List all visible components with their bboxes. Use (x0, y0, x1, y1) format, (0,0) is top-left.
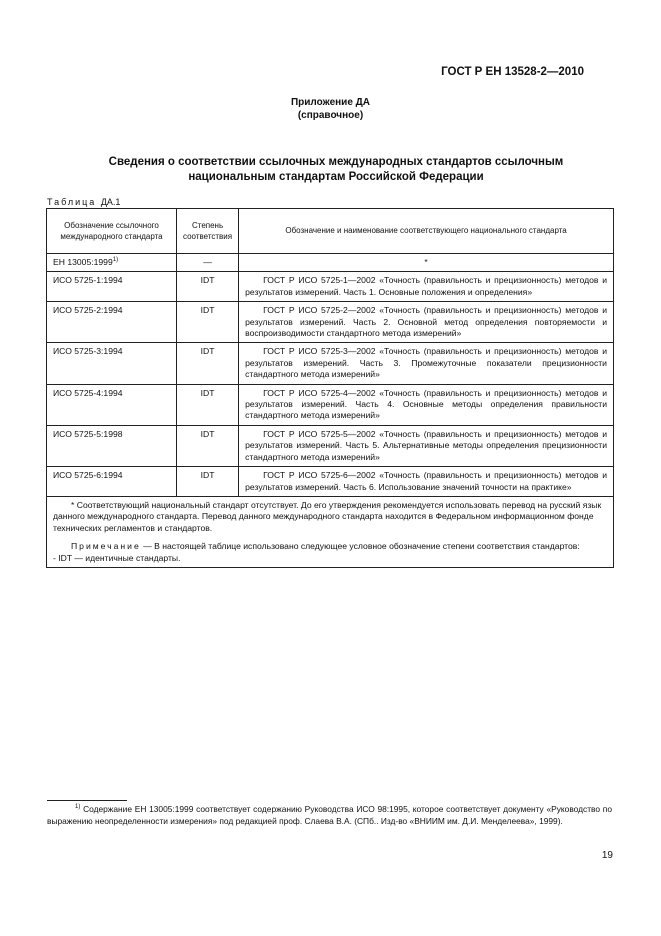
table-row (47, 254, 614, 272)
page-number: 19 (601, 850, 613, 861)
footnote-text: Содержание ЕН 13005:1999 соответствует содержанию Руководства ИСО 98:1995, которое соответствует документу «Руководство по выражению неопределенности измерения» под редакцией проф. Слаева В.А. (СПб.. Изд-во «ВНИИМ им. Д.И. Менделеева», 1999). (47, 804, 612, 826)
ref-cell: ИСО 5725-5:1998 (47, 425, 177, 466)
standards-table (46, 208, 614, 568)
document-header: ГОСТ Р ЕН 13528-2—2010 (441, 66, 584, 78)
table-notes (47, 496, 614, 567)
table-row (47, 425, 614, 466)
ref-cell: ИСО 5725-3:1994 (47, 343, 177, 384)
footnote-separator (47, 800, 127, 801)
remark-text: — В настоящей таблице использовано следующее условное обозначение степени соответствия стандартов: (143, 541, 580, 552)
degree-cell: IDT (177, 272, 239, 302)
ref-cell: ИСО 5725-1:1994 (47, 272, 177, 302)
national-text: ГОСТ Р ИСО 5725-2—2002 «Точность (правильность и прецизионность) методов и результатов измерений. Часть 2. Основной метод определения повторяемости и воспроизводимости стандартного метода измерений» (245, 305, 607, 339)
table-caption (47, 197, 120, 207)
national-cell (239, 425, 614, 466)
degree-cell: IDT (177, 302, 239, 343)
national-text: ГОСТ Р ИСО 5725-6—2002 «Точность (правильность и прецизионность) методов и результатов измерений. Часть 6. Использование значений точности на практике» (245, 470, 607, 492)
table-row (47, 302, 614, 343)
remark-label: Примечание (71, 541, 141, 552)
appendix-title: Приложение ДА (290, 97, 371, 108)
national-text: ГОСТ Р ИСО 5725-5—2002 «Точность (правильность и прецизионность) методов и результатов измерений. Часть 5. Альтернативные методы определения прецизионности стандартного метода измерений» (245, 428, 607, 462)
table-row (47, 384, 614, 425)
table-row (47, 272, 614, 302)
header-international-standard: Обозначение ссылочного международного стандарта (47, 209, 177, 254)
degree-cell: IDT (177, 384, 239, 425)
ref-cell (47, 254, 177, 272)
national-cell (239, 272, 614, 302)
national-cell (239, 467, 614, 497)
table-remark (53, 541, 607, 552)
ref-cell: ИСО 5725-4:1994 (47, 384, 177, 425)
footnote-mark: 1) (75, 804, 81, 811)
national-cell (239, 343, 614, 384)
appendix-subtitle: (справочное) (297, 110, 364, 121)
asterisk-note: * Соответствующий национальный стандарт отсутствует. До его утверждения рекомендуется использовать перевод на русский язык данного международного стандарта. Перевод данного международного стандарта находится в Федеральном информационном фонде технических регламентов и стандартов. (53, 499, 602, 533)
national-cell (239, 302, 614, 343)
footnote-ref-mark: 1) (112, 257, 119, 264)
national-text: ГОСТ Р ИСО 5725-4—2002 «Точность (правильность и прецизионность) методов и результатов измерений. Часть 4. Основные методы определения правильности стандартного метода измерений» (245, 387, 607, 421)
section-title-line-1: Сведения о соответствии ссылочных международных стандартов ссылочным (108, 156, 564, 168)
header-degree: Степень соответствия (177, 209, 239, 254)
table-notes-row (47, 496, 614, 567)
section-title (60, 155, 612, 185)
degree-cell: IDT (177, 425, 239, 466)
ref-cell: ИСО 5725-6:1994 (47, 467, 177, 497)
table-row (47, 343, 614, 384)
header-national-standard: Обозначение и наименование соответствующего национального стандарта (239, 209, 614, 254)
degree-cell: — (177, 254, 239, 272)
table-caption-word: Таблица (47, 197, 97, 207)
ref-cell: ИСО 5725-2:1994 (47, 302, 177, 343)
remark-item: - IDT — идентичные стандарты. (53, 552, 181, 563)
footnote (47, 804, 612, 827)
degree-cell: IDT (177, 467, 239, 497)
degree-cell: IDT (177, 343, 239, 384)
appendix-heading (0, 96, 661, 122)
national-cell: * (239, 254, 614, 272)
section-title-line-2: национальным стандартам Российской Федерации (188, 171, 484, 183)
national-text: ГОСТ Р ИСО 5725-3—2002 «Точность (правильность и прецизионность) методов и результатов измерений. Часть 3. Промежуточные показатели прецизионности стандартного метода измерений» (245, 346, 607, 380)
table-header-row (47, 209, 614, 254)
table-row (47, 467, 614, 497)
ref-text: ЕН 13005:1999 (53, 257, 113, 267)
table-caption-number: ДА.1 (100, 197, 121, 207)
national-text: ГОСТ Р ИСО 5725-1—2002 «Точность (правильность и прецизионность) методов и результатов измерений. Часть 1. Основные положения и определения» (245, 275, 607, 297)
national-cell (239, 384, 614, 425)
